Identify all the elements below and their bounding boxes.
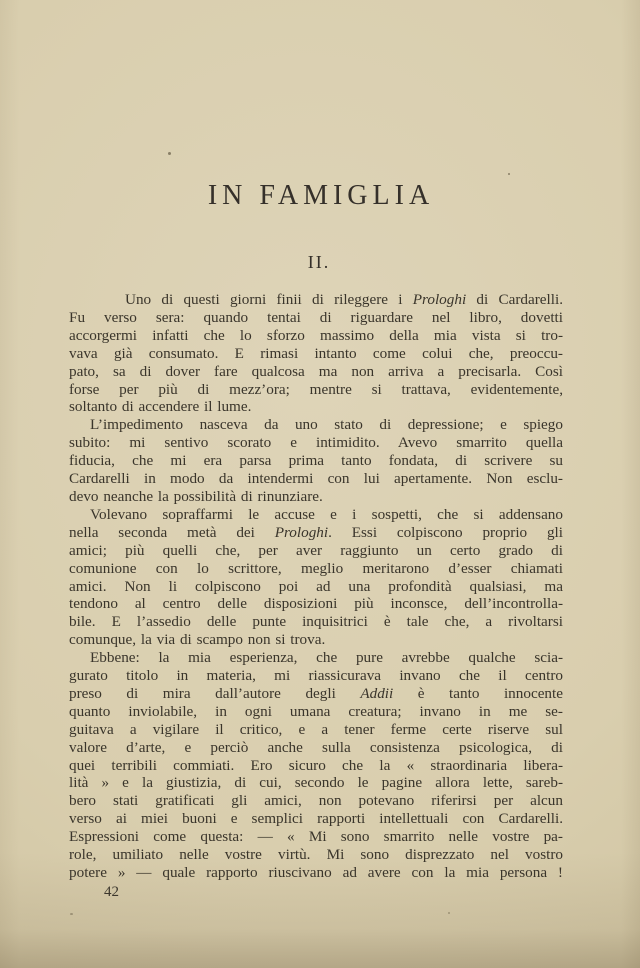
text-line: [69, 595, 563, 613]
text-line: [69, 649, 563, 667]
text-line: [69, 452, 563, 470]
text-line: [69, 864, 563, 882]
text-segment: Uno di questi giorni finii di rileggere i: [125, 291, 413, 308]
paragraph: [69, 649, 563, 882]
text-line: [69, 309, 563, 327]
text-segment: è tanto innocente: [393, 684, 563, 702]
paper-speck: [448, 912, 450, 914]
text-segment: forse per più di mezz’ora; mentre si trattava, evidentemente,: [69, 380, 563, 398]
text-line: [69, 398, 563, 416]
text-line: [69, 363, 563, 381]
paragraph: [69, 416, 563, 506]
text-line: [69, 739, 563, 757]
text-segment: di Cardarelli.: [466, 291, 563, 308]
text-segment: valore d’arte, e perciò anche sulla consistenza psicologica, di: [69, 738, 563, 756]
text-segment: L’impedimento nasceva da uno stato di depressione; e spiego: [90, 416, 563, 434]
text-line: [69, 291, 563, 309]
chapter-title: IN FAMIGLIA: [207, 180, 435, 211]
text-segment: Volevano sopraffarmi le accuse e i sospetti, che si addensano: [90, 505, 563, 523]
text-segment: . Essi colpiscono proprio gli: [328, 523, 563, 541]
text-segment: nella seconda metà dei: [69, 523, 275, 541]
text-line: [69, 345, 563, 363]
text-segment: subito: mi sentivo scorato e intimidito. Avevo smarrito quella: [69, 434, 563, 452]
text-line: [69, 381, 563, 399]
text-segment: comunione con lo scrittore, meglio meritarono d’esser chiamati: [69, 559, 563, 577]
text-line: [69, 667, 563, 685]
text-segment: guitava a vigilare il critico, e a tener ferme certe riserve sul: [69, 720, 563, 738]
text-segment: accorgermi infatti che lo sforzo massimo della mia vista si tro-: [69, 326, 563, 344]
text-line: [69, 542, 563, 560]
text-line: [69, 524, 563, 542]
text-segment: gurato titolo in materia, mi riassicurava invano che il centro: [69, 667, 563, 685]
text-segment: Cardarelli in modo da intendermi con lui apertamente. Non esclu-: [69, 470, 563, 488]
text-segment: tendono al centro delle disposizioni più inconsce, dell’incontrolla-: [69, 595, 563, 613]
page-number: 42: [104, 884, 119, 900]
paragraph: [69, 291, 563, 416]
text-segment: amici. Non li colpiscono poi ad una profondità qualsiasi, ma: [69, 577, 563, 595]
text-line: [69, 488, 563, 506]
text-line: [69, 631, 563, 649]
text-line: [69, 810, 563, 828]
italic-text: Prologhi: [412, 291, 467, 308]
text-segment: preso di mira dall’autore degli: [69, 684, 361, 702]
text-segment: quei terribili commiati. Ero sicuro che la « straordinaria libera-: [69, 756, 563, 774]
text-line: [69, 774, 563, 792]
body-text: [69, 291, 563, 882]
text-line: [69, 470, 563, 488]
text-segment: comunque, la via di scampo non si trova.: [69, 631, 326, 649]
text-segment: amici; più quelli che, per aver raggiunto un certo grado di: [69, 541, 563, 559]
text-segment: Ebbene: la mia esperienza, che pure avrebbe qualche scia-: [90, 649, 563, 667]
italic-text: Prologhi: [274, 523, 329, 541]
text-segment: Espressioni come questa: — « Mi sono smarrito nelle vostre pa-: [69, 828, 563, 846]
text-line: [69, 327, 563, 345]
text-line: [69, 578, 563, 596]
text-line: [69, 685, 563, 703]
text-segment: devo neanche la possibilità di rinunziare.: [69, 487, 323, 505]
text-line: [69, 560, 563, 578]
text-segment: fiducia, che mi era parsa prima tanto fondata, di scrivere su: [69, 452, 563, 470]
text-segment: Fu verso sera: quando tentai di riguardare nel libro, dovetti: [69, 308, 563, 326]
text-segment: soltanto di accendere il lume.: [69, 398, 252, 416]
text-segment: verso ai miei buoni e semplici rapporti intellettuali con Cardarelli.: [69, 810, 563, 828]
text-line: [69, 721, 563, 739]
text-line: [69, 434, 563, 452]
text-segment: quanto inviolabile, in ogni umana creatura; invano in me se-: [69, 702, 563, 720]
text-line: [69, 792, 563, 810]
text-segment: bero stati gratificati gli amici, non potevano riferirsi per alcun: [69, 792, 563, 810]
text-segment: role, umiliato nelle vostre virtù. Mi sono disprezzato nel vostro: [69, 846, 563, 864]
paragraph: [69, 506, 563, 649]
text-line: [69, 846, 563, 864]
italic-text: Addii: [360, 684, 394, 702]
text-segment: lità » e la giustizia, di cui, secondo le pagine allora lette, sareb-: [69, 774, 563, 792]
paper-speck: [168, 152, 171, 155]
text-line: [69, 828, 563, 846]
text-segment: vava già consumato. E rimasi intanto come colui che, preoccu-: [69, 344, 563, 362]
text-line: [69, 506, 563, 524]
text-segment: bile. E l’assedio delle punte inquisitrici è tale che, a rivoltarsi: [69, 613, 563, 631]
text-line: [69, 613, 563, 631]
text-segment: pato, sa di dover fare qualcosa ma non arriva a precisarla. Così: [69, 362, 563, 380]
paper-speck: [508, 173, 510, 175]
text-line: [69, 757, 563, 775]
text-line: [69, 416, 563, 434]
paper-speck: [70, 913, 73, 915]
text-line: [69, 703, 563, 721]
text-segment: potere » — quale rapporto riuscivano ad avere con la mia persona !: [69, 864, 563, 881]
section-number: II.: [307, 252, 331, 272]
